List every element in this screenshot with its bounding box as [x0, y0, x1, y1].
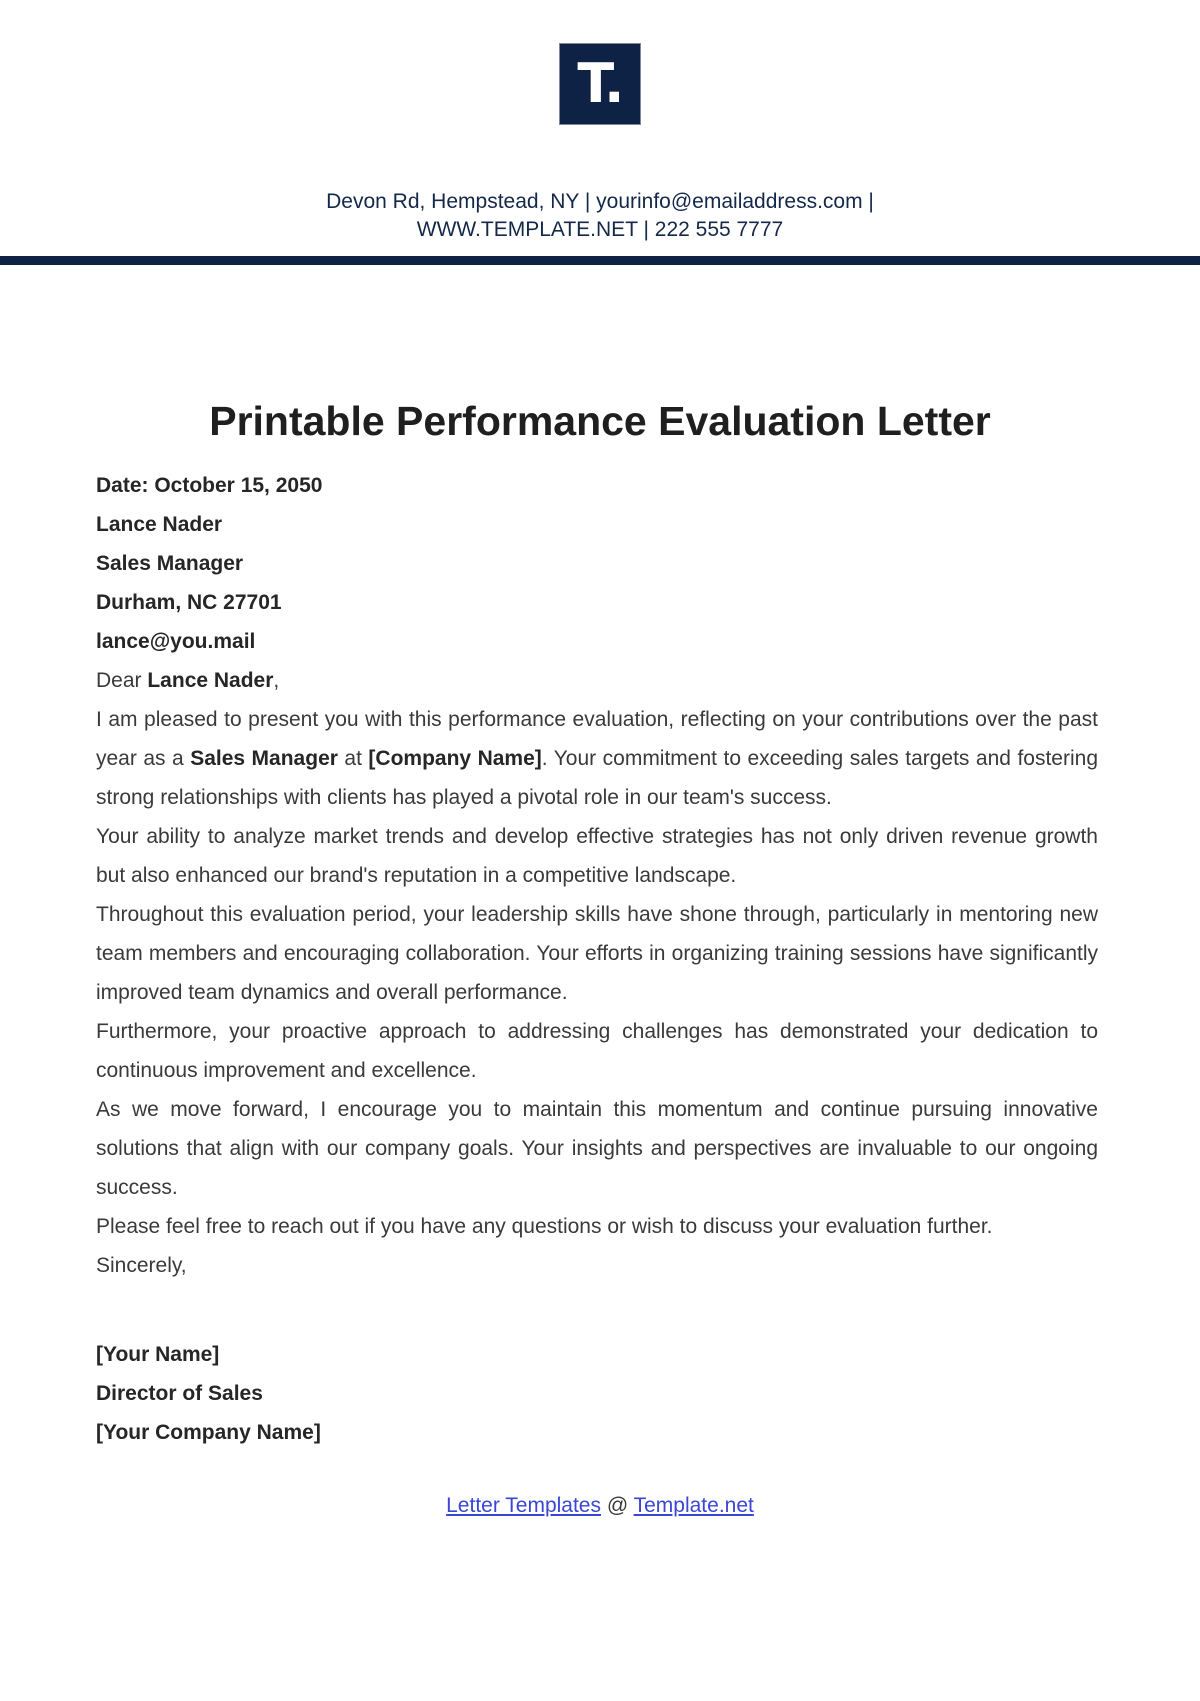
paragraph-intro-part1: I am pleased to present you with this performance evaluation, reflecting on your contributions over the past year as a [96, 708, 1098, 770]
signature-name: [Your Name] [96, 1343, 220, 1366]
page-title: Printable Performance Evaluation Letter [209, 398, 991, 444]
recipient-name: Lance Nader [96, 513, 223, 536]
paragraph-intro-part3: . Your commitment to exceeding sales targets and fostering strong relationships with clients has played a pivotal role in our team's success. [96, 747, 1098, 809]
header-divider [0, 256, 1200, 265]
contact-info [0, 188, 1200, 244]
letter-templates-link[interactable]: Letter Templates [446, 1494, 601, 1517]
footer-separator: @ [601, 1494, 634, 1517]
company-logo [559, 43, 641, 125]
contact-line-1: Devon Rd, Hempstead, NY | yourinfo@emailaddress.com | [326, 190, 874, 213]
salutation-prefix: Dear [96, 669, 148, 692]
closing: Sincerely, [96, 1254, 187, 1277]
salutation-name: Lance Nader [147, 669, 274, 692]
signature-title: Director of Sales [96, 1382, 263, 1405]
recipient-email: lance@you.mail [96, 630, 256, 653]
paragraph-forward: As we move forward, I encourage you to maintain this momentum and continue pursuing innovative solutions that align with our company goals. Your insights and perspectives are invaluable to our ongoing success. [96, 1098, 1098, 1199]
signature-company: [Your Company Name] [96, 1421, 321, 1444]
paragraph-strategy: Your ability to analyze market trends and develop effective strategies has not only driven revenue growth but also enhanced our brand's reputation in a competitive landscape. [96, 825, 1098, 887]
paragraph-intro-company: [Company Name] [368, 747, 542, 770]
recipient-position: Sales Manager [96, 552, 244, 575]
letter-date: Date: October 15, 2050 [96, 474, 323, 497]
paragraph-proactive: Furthermore, your proactive approach to addressing challenges has demonstrated your dedication to continuous improvement and excellence. [96, 1020, 1098, 1082]
signature-gap [96, 1285, 1098, 1335]
paragraph-intro [96, 700, 1098, 817]
contact-line-2: WWW.TEMPLATE.NET | 222 555 7777 [416, 218, 784, 241]
logo-glyph: T. [577, 52, 623, 115]
salutation [96, 661, 1098, 700]
paragraph-contact: Please feel free to reach out if you have any questions or wish to discuss your evaluation further. [96, 1215, 993, 1238]
footer [0, 1494, 1200, 1518]
paragraph-intro-part2: at [337, 747, 369, 770]
letter-body [96, 466, 1098, 1452]
salutation-suffix: , [273, 669, 280, 692]
paragraph-intro-role: Sales Manager [190, 747, 338, 770]
paragraph-leadership: Throughout this evaluation period, your leadership skills have shone through, particularly in mentoring new team members and encouraging collaboration. Your efforts in organizing training sessions have significantly improved team dynamics and overall performance. [96, 903, 1098, 1004]
recipient-location: Durham, NC 27701 [96, 591, 282, 614]
template-net-link[interactable]: Template.net [633, 1494, 754, 1517]
